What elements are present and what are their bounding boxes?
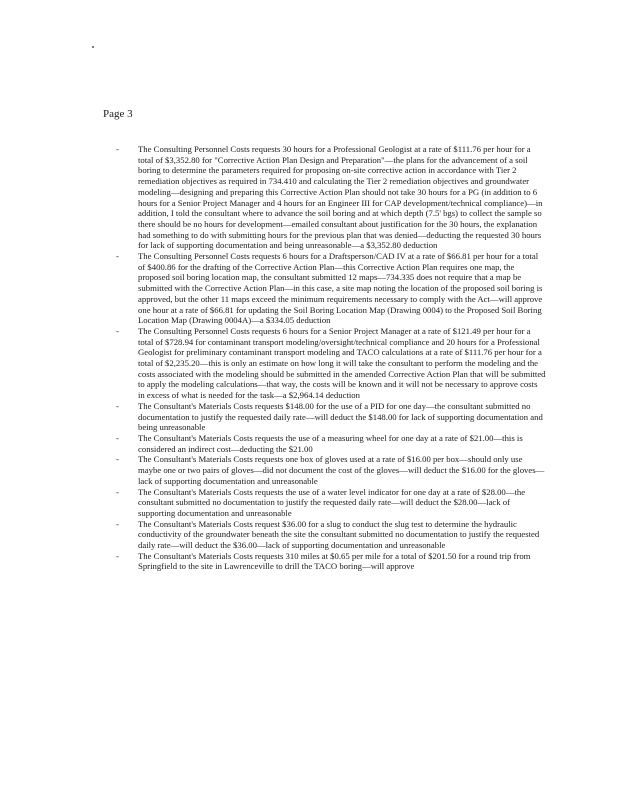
bullet-dash: - [116,251,119,262]
list-item [116,433,546,454]
list-item-text: The Consulting Personnel Costs requests 6 hours for a Draftsperson/CAD IV at a rate of $66.81 per hour for a total of $400.86 for the drafting of the Corrective Action Plan—this Corrective Action Plan requires one map, the proposed soil boring location map, the consultant submitted 12 maps—734.335 does not require that a map be submitted with the Corrective Action Plan—in this case, a site map noting the location of the proposed soil boring is approved, but the other 11 maps exceed the minimum requirements necessary to comply with the Act—will approve one hour at a rate of $66.81 for updating the Soil Boring Location Map (Drawing 0004) to the Proposed Soil Boring Location Map (Drawing 0004A)—a $334.05 deduction [138,251,543,326]
bullet-dash: - [116,432,119,443]
bullet-dash: - [116,486,119,497]
list-item [116,326,546,401]
list-item-text: The Consultant's Materials Costs requests $148.00 for the use of a PID for one day—the consultant submitted no documentation to justify the requested daily rate—will deduct the $148.00 for lack of supporting documentation and being unreasonable [138,400,543,433]
list-item-text: The Consulting Personnel Costs requests 6 hours for a Senior Project Manager at a rate of $121.49 per hour for a total of $728.94 for contaminant transport modeling/oversight/technical compliance and 20 hours for a Professional Geologist for preliminary contaminant transport modeling and TACO calculations at a rate of $111.76 per hour for a total of $2,235.20—this is only an estimate on how long it will take the consultant to perform the modeling and the costs associated with the modeling should be submitted in the amended Corrective Action Plan that will be submitted to apply the modeling calculations—that way, the costs will be known and it will not be necessary to approve costs in excess of what is needed for the task—a $2,964.14 deduction [138,325,546,401]
list-item-text: The Consultant's Materials Costs request $36.00 for a slug to conduct the slug test to determine the hydraulic conductivity of the groundwater beneath the site the consultant submitted no documentation to justify the requested daily rate—will deduct the $36.00—lack of supporting documentation and unreasonable [138,518,540,551]
bullet-dash: - [116,518,119,529]
list-item [116,401,546,433]
list-item-text: The Consultant's Materials Costs requests 310 miles at $0.65 per mile for a total of $201.50 for a round trip from Springfield to the site in Lawrenceville to drill the TACO boring—will approve [138,550,531,572]
list-item-text: The Consultant's Materials Costs requests the use of a water level indicator for one day at a rate of $28.00—the consultant submitted no documentation to justify the requested daily rate—will deduct the $28.00—lack of supporting documentation and unreasonable [138,486,526,518]
list-item [116,487,546,519]
deduction-list [116,144,546,572]
bullet-dash: - [116,550,119,561]
list-item [116,519,546,551]
bullet-dash: - [116,400,119,411]
list-item [116,454,546,486]
page-number-label: Page 3 [103,108,133,120]
list-item [116,251,546,326]
list-item [116,144,546,251]
bullet-dash: - [116,144,119,154]
bullet-dash: - [116,325,119,336]
list-item-text: The Consultant's Materials Costs requests the use of a measuring wheel for one day at a rate of $21.00—this is considered an indirect cost—deducting the $21.00 [138,432,523,454]
list-item-text: The Consulting Personnel Costs requests 30 hours for a Professional Geologist at a rate of $111.76 per hour for a total of $3,352.80 for "Corrective Action Plan Design and Preparation"—the plans for the advancement of a soil boring to determine the parameters required for proposing on-site corrective action in accordance with Tier 2 remediation objectives as required in 734.410 and calculating the Tier 2 remediation objectives and groundwater modeling—designing and preparing this Corrective Action Plan should not take 30 hours for a PG (in addition to 6 hours for a Senior Project Manager and 4 hours for an Engineer III for CAP development/technical compliance)—in addition, I told the consultant where to advance the soil boring and at which depth (7.5' bgs) to collect the sample so there should be no hours for development—emailed consultant about justification for the 30 hours, the explanation had something to do with submitting hours for the previous plan that was denied—deducting the requested 30 hours for lack of supporting documentation and being unreasonable—a $3,352.80 deduction [138,144,543,251]
list-item [116,551,546,572]
scan-speck [92,46,94,48]
bullet-dash: - [116,454,119,465]
list-item-text: The Consultant's Materials Costs requests one box of gloves used at a rate of $16.00 per box—should only use maybe one or two pairs of gloves—did not document the cost of the gloves—will deduct the $16.00 for the gloves—lack of supporting documentation and unreasonable [138,454,545,486]
